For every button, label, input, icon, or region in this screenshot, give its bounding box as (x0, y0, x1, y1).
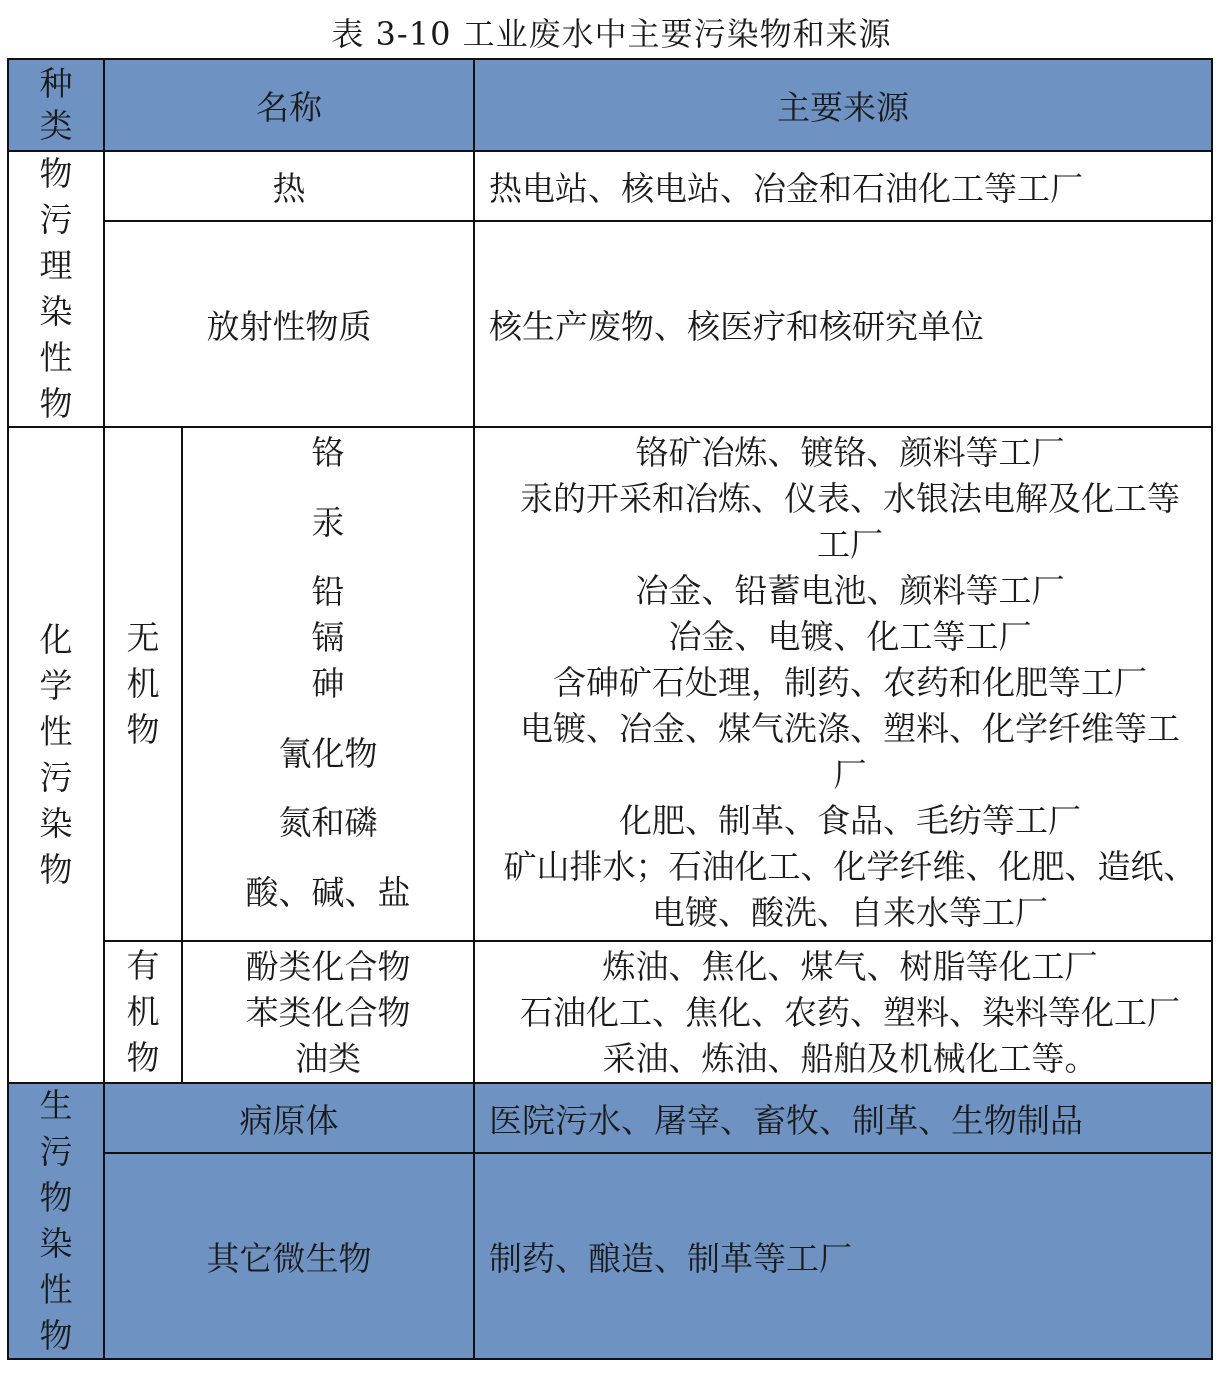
pollutant-name: 氰化物 (278, 734, 378, 773)
category-char: 物 (39, 1178, 73, 1217)
category-char: 污 (39, 758, 73, 797)
category-char: 物 (39, 850, 73, 889)
pollutant-name: 病原体 (239, 1100, 339, 1140)
subcategory-char: 物 (126, 1038, 160, 1077)
pollutant-name: 铬 (311, 433, 345, 472)
category-char: 化 (39, 620, 73, 659)
inorganic-names (183, 428, 475, 942)
table-cell-name (105, 222, 475, 428)
pollutant-source: 工厂 (817, 525, 883, 564)
header-source (475, 60, 1211, 152)
pollutant-source: 电镀、酸洗、自来水等工厂 (652, 893, 1048, 932)
pollutant-name: 汞 (311, 503, 345, 542)
organic-names (183, 942, 475, 1084)
inorganic-sources (475, 428, 1211, 942)
header-category (9, 60, 105, 152)
category-char: 污 (39, 1132, 73, 1171)
pollutant-source: 采油、炼油、船舶及机械化工等。 (602, 1039, 1098, 1078)
pollutant-name: 放射性物质 (206, 306, 372, 346)
category-char: 染 (39, 804, 73, 843)
category-physical (9, 152, 105, 428)
pollutant-source: 冶金、铅蓄电池、颜料等工厂 (635, 571, 1065, 610)
pollutant-table (7, 58, 1213, 1360)
category-biological (9, 1084, 105, 1358)
subcategory-char: 无 (126, 618, 160, 657)
category-char: 染 (39, 1224, 73, 1263)
table-cell-source (475, 222, 1211, 428)
category-char: 理 (39, 246, 73, 285)
pollutant-source: 铬矿冶炼、镀铬、颜料等工厂 (635, 433, 1065, 472)
table-cell-source (475, 152, 1211, 222)
subcategory-char: 有 (126, 946, 160, 985)
subcategory-char: 机 (126, 992, 160, 1031)
pollutant-name: 苯类化合物 (245, 993, 411, 1032)
pollutant-name: 油类 (295, 1039, 361, 1078)
pollutant-source: 矿山排水；石油化工、化学纤维、化肥、造纸、 (503, 847, 1197, 886)
header-category-char: 类 (39, 106, 73, 145)
pollutant-name: 氮和磷 (278, 803, 378, 842)
category-char: 物 (39, 154, 73, 193)
pollutant-name: 砷 (311, 664, 345, 703)
category-char: 学 (39, 666, 73, 705)
subcategory-char: 物 (126, 710, 160, 749)
pollutant-source: 汞的开采和冶炼、仪表、水银法电解及化工等 (520, 479, 1180, 518)
pollutant-source: 石油化工、焦化、农药、塑料、染料等化工厂 (520, 993, 1180, 1032)
category-char: 物 (39, 1316, 73, 1355)
pollutant-source: 制药、酿造、制革等工厂 (489, 1238, 852, 1278)
pollutant-name: 其它微生物 (206, 1238, 372, 1278)
pollutant-name: 酚类化合物 (245, 947, 411, 986)
table-caption: 表 3-10 工业废水中主要污染物和来源 (331, 15, 892, 53)
organic-sources (475, 942, 1211, 1084)
pollutant-source: 厂 (833, 755, 867, 794)
table-cell-source (475, 1084, 1211, 1154)
table-cell-name (105, 1084, 475, 1154)
header-name-text: 名称 (256, 87, 322, 127)
category-char: 污 (39, 200, 73, 239)
pollutant-name: 热 (272, 168, 306, 208)
pollutant-source: 含砷矿石处理，制药、农药和化肥等工厂 (553, 663, 1147, 702)
pollutant-name: 铅 (311, 572, 345, 611)
category-char: 物 (39, 384, 73, 423)
category-chemical (9, 428, 105, 1084)
category-char: 性 (39, 338, 73, 377)
subcategory-organic (105, 942, 183, 1084)
pollutant-name: 镉 (311, 618, 345, 657)
header-category-char: 种 (39, 64, 73, 103)
subcategory-inorganic (105, 428, 183, 942)
subcategory-char: 机 (126, 664, 160, 703)
pollutant-source: 热电站、核电站、冶金和石油化工等工厂 (489, 168, 1083, 208)
pollutant-source: 冶金、电镀、化工等工厂 (668, 617, 1032, 656)
pollutant-source: 医院污水、屠宰、畜牧、制革、生物制品 (489, 1100, 1083, 1140)
table-cell-name (105, 152, 475, 222)
category-char: 染 (39, 292, 73, 331)
category-char: 性 (39, 712, 73, 751)
table-cell-source (475, 1154, 1211, 1358)
category-char: 生 (39, 1086, 73, 1125)
category-char: 性 (39, 1270, 73, 1309)
pollutant-source: 炼油、焦化、煤气、树脂等化工厂 (602, 947, 1098, 986)
pollutant-source: 电镀、冶金、煤气洗涤、塑料、化学纤维等工 (520, 709, 1180, 748)
pollutant-source: 核生产废物、核医疗和核研究单位 (489, 306, 984, 346)
pollutant-name: 酸、碱、盐 (245, 873, 411, 912)
header-source-text: 主要来源 (777, 87, 909, 127)
table-cell-name (105, 1154, 475, 1358)
header-name (105, 60, 475, 152)
pollutant-source: 化肥、制革、食品、毛纺等工厂 (619, 801, 1081, 840)
